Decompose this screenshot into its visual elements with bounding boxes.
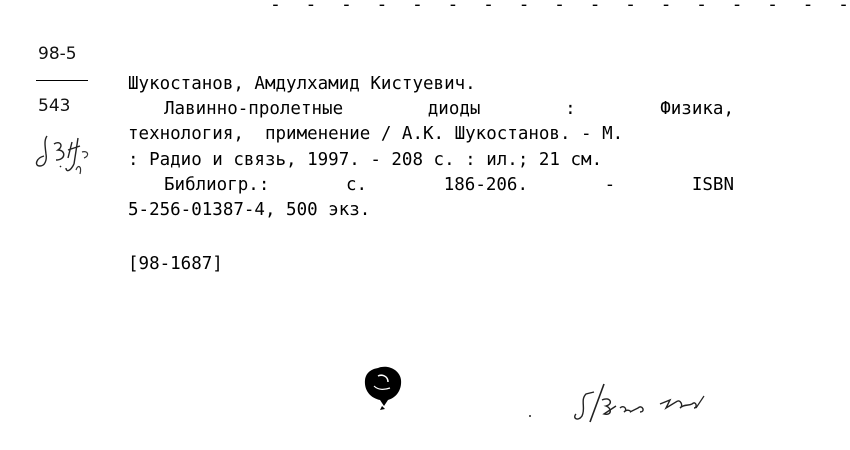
biblio-word-4: - (604, 174, 616, 195)
title-word-4: Физика, (660, 99, 734, 120)
isbn-line: 5-256-01387-4, 500 экз. (128, 199, 371, 220)
title-word-1: Лавинно-пролетные (164, 99, 344, 120)
ink-blot-drawing (358, 362, 408, 412)
bibliography-line (128, 173, 734, 198)
biblio-word-2: с. (346, 174, 368, 195)
signature-drawing (520, 378, 748, 428)
acquisition-number: [98-1687] (128, 254, 223, 274)
ink-stamp-blot (358, 362, 408, 416)
author-heading: Шукостанов, Амдулхамид Кистуевич. (128, 74, 476, 94)
title-continuation-line: технология, применение / А.К. Шукостанов. - М. (128, 124, 624, 145)
call-number-bottom: 543 (38, 96, 71, 116)
bibliographic-entry (128, 72, 734, 223)
title-word-2: диоды (427, 99, 481, 120)
call-number-top: 98-5 (38, 44, 77, 64)
biblio-word-3: 186-206. (443, 174, 529, 195)
imprint-line: : Радио и связь, 1997. - 208 с. : ил.; 21 см. (128, 149, 603, 170)
top-edge-dashes: - - - - - - - - - - - - - - - - - (270, 0, 850, 15)
handwritten-signature (520, 378, 748, 432)
handwritten-mark-drawing (30, 128, 100, 180)
handwritten-mark (30, 128, 100, 184)
title-word-3: : (565, 99, 576, 120)
biblio-word-1: Библиогр.: (164, 174, 270, 195)
call-number-divider (36, 80, 88, 81)
biblio-word-5: ISBN (691, 174, 734, 195)
title-line (128, 97, 734, 122)
